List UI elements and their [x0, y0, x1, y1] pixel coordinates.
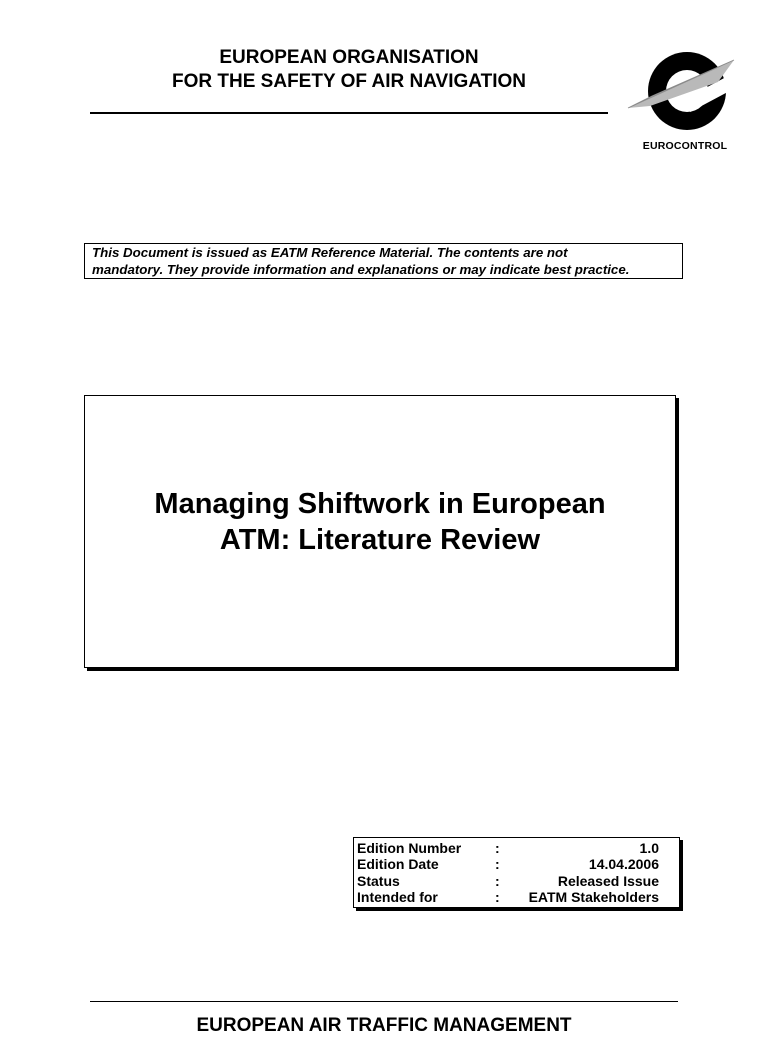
edition-label: Edition Date — [357, 856, 439, 873]
edition-value: EATM Stakeholders — [528, 888, 659, 905]
document-title-box — [84, 395, 676, 668]
document-title-line1: Managing Shiftwork in European — [154, 487, 606, 520]
logo-wordmark: EUROCONTROL — [642, 140, 728, 152]
edition-label: Status — [357, 872, 400, 889]
edition-row — [357, 873, 659, 889]
edition-separator: : — [495, 840, 500, 856]
reference-material-notice — [84, 243, 683, 279]
header-divider — [90, 112, 608, 114]
eurocontrol-logo-icon — [624, 44, 738, 140]
footer-title: EUROPEAN AIR TRAFFIC MANAGEMENT — [196, 1015, 572, 1036]
edition-row — [357, 840, 659, 856]
edition-separator: : — [495, 872, 500, 889]
edition-value: Released Issue — [557, 872, 659, 889]
organisation-header — [90, 46, 608, 94]
edition-label: Intended for — [357, 888, 438, 905]
organisation-name-line2: FOR THE SAFETY OF AIR NAVIGATION — [172, 71, 526, 92]
edition-info-table — [353, 837, 680, 908]
edition-label: Edition Number — [357, 840, 462, 856]
eurocontrol-logo — [624, 44, 738, 156]
edition-row — [357, 889, 659, 905]
edition-value: 14.04.2006 — [588, 856, 659, 873]
notice-line1: This Document is issued as EATM Reference Material. The contents are not — [92, 245, 568, 260]
edition-separator: : — [495, 888, 500, 905]
edition-row — [357, 856, 659, 872]
organisation-name-line1: EUROPEAN ORGANISATION — [219, 47, 479, 68]
document-title-line2: ATM: Literature Review — [219, 523, 541, 556]
edition-separator: : — [495, 856, 500, 873]
edition-value: 1.0 — [639, 840, 659, 856]
document-title — [85, 486, 675, 558]
footer-divider — [90, 1001, 678, 1002]
notice-line2: mandatory. They provide information and explanations or may indicate best practice. — [92, 261, 630, 277]
